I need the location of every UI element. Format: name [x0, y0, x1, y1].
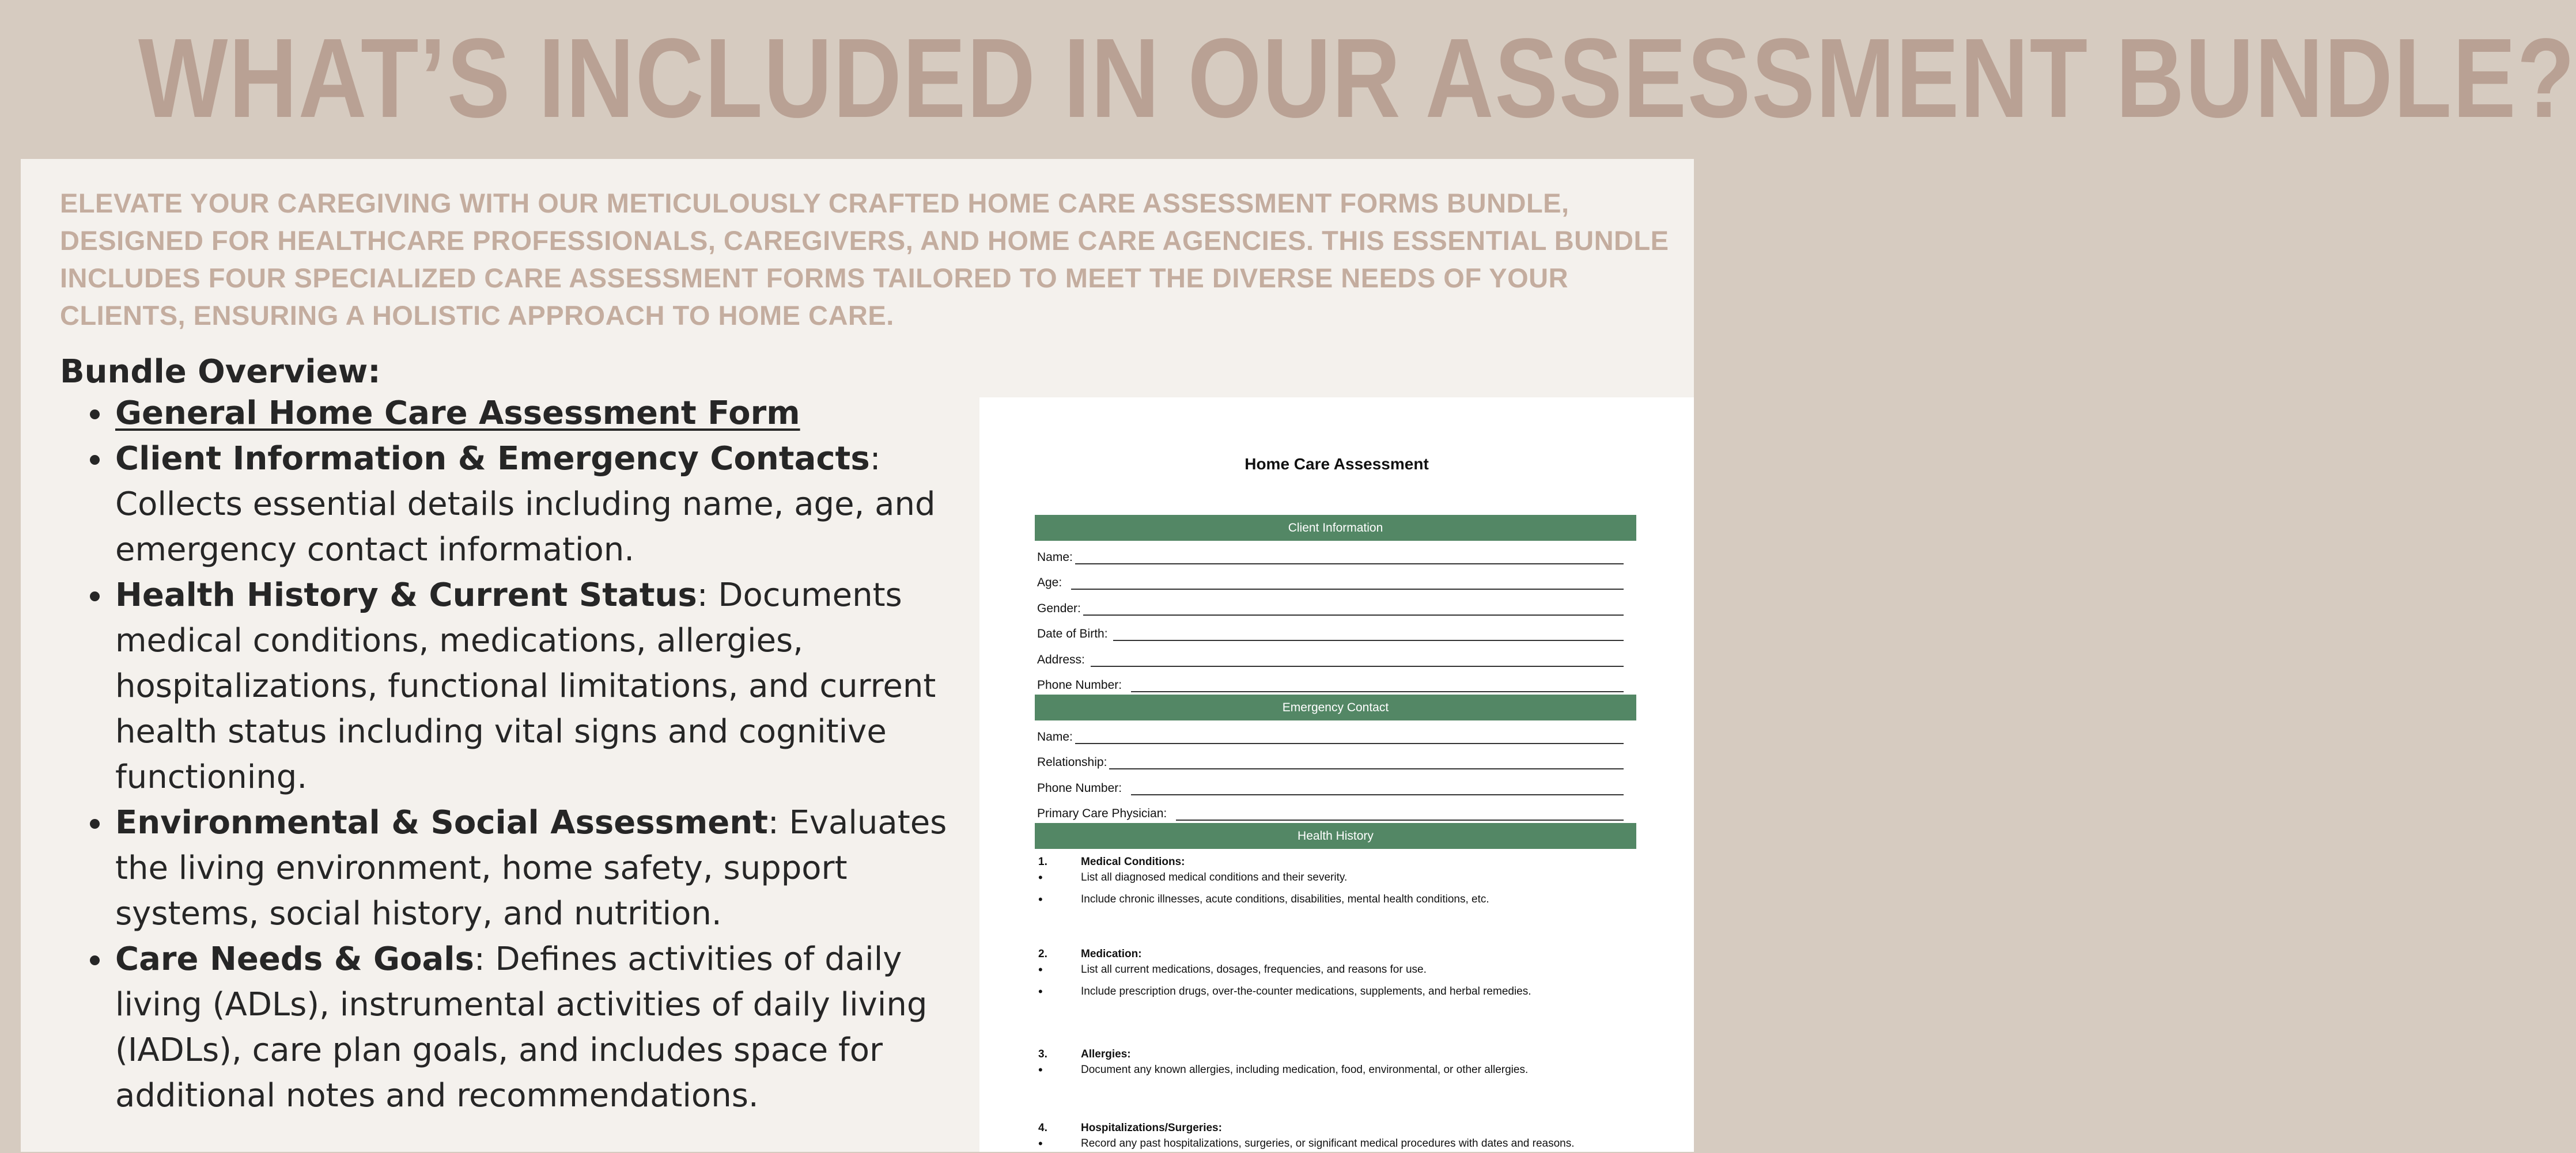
bullet-icon: •	[1038, 984, 1043, 999]
field-label: Primary Care Physician:	[1037, 807, 1174, 820]
history-bullet: Document any known allergies, including medication, food, environmental, or other allergies.	[1081, 1064, 1529, 1076]
client-age-field	[1035, 567, 1636, 593]
page-title: WHAT’S INCLUDED IN OUR ASSESSMENT BUNDLE?	[138, 15, 2576, 141]
field-label: Address:	[1037, 653, 1088, 666]
history-title: Medical Conditions:	[1081, 856, 1185, 868]
field-line	[1131, 782, 1624, 795]
bundle-list-item	[115, 572, 974, 800]
intro-text: ELEVATE YOUR CAREGIVING WITH OUR METICULOUSLY CRAFTED HOME CARE ASSESSMENT FORMS BUNDLE, DESIGNED FOR HEALTHCARE PROFESSIONALS, CAREGIVERS, AND HOME CARE AGENCIES. THIS ESSENTIAL BUNDLE INCLUDES FOUR SPECIALIZED CARE ASSESSMENT FORMS TAILORED TO MEET THE DIVERSE NEEDS OF YOUR CLIENTS, ENSURING A HOLISTIC APPROACH TO HOME CARE.	[60, 188, 1669, 331]
form-preview	[979, 397, 1694, 1152]
form-title: Home Care Assessment	[1245, 455, 1429, 473]
field-line	[1075, 730, 1624, 744]
bundle-list-item	[115, 436, 974, 572]
bundle-list-item	[115, 936, 974, 1118]
bundle-list-item	[115, 800, 974, 936]
history-bullet: Include prescription drugs, over-the-counter medications, supplements, and herbal remedies.	[1081, 985, 1531, 998]
history-item	[1035, 943, 1636, 1004]
field-line	[1176, 807, 1624, 821]
client-gender-field	[1035, 592, 1636, 618]
emergency-phone-field	[1035, 772, 1636, 798]
client-dob-field	[1035, 618, 1636, 644]
item-desc: : Defines activities of daily living (ADLs), instrumental activities of daily living (IADLs), care plan goals, and includes space for additional notes and recommendations.	[115, 940, 928, 1114]
field-line	[1071, 576, 1624, 590]
field-line	[1113, 627, 1624, 641]
field-label: Relationship:	[1037, 756, 1107, 769]
item-title: Care Needs & Goals	[115, 940, 474, 978]
history-title: Hospitalizations/Surgeries:	[1081, 1122, 1222, 1134]
field-label: Name:	[1037, 730, 1073, 744]
history-item	[1035, 1117, 1636, 1153]
field-line	[1131, 678, 1624, 692]
item-title: Health History & Current Status	[115, 576, 697, 614]
emergency-name-field	[1035, 720, 1636, 746]
history-bullet: Include chronic illnesses, acute conditions, disabilities, mental health conditions, etc.	[1081, 893, 1489, 905]
bullet-icon: •	[1038, 892, 1043, 907]
field-label: Date of Birth:	[1037, 627, 1111, 640]
field-line	[1091, 653, 1624, 667]
bullet-icon: •	[1038, 1063, 1043, 1077]
bundle-list-item	[115, 390, 974, 436]
history-number: 1.	[1038, 856, 1047, 868]
field-label: Name:	[1037, 550, 1073, 564]
client-phone-field	[1035, 669, 1636, 695]
general-form-link[interactable]: General Home Care Assessment Form	[115, 395, 800, 432]
bullet-icon: •	[1038, 870, 1043, 885]
field-label: Gender:	[1037, 601, 1081, 615]
history-item	[1035, 851, 1636, 912]
bundle-list	[115, 390, 974, 1118]
bullet-icon: •	[1038, 1136, 1043, 1151]
history-item	[1035, 1044, 1636, 1079]
history-bullet: Record any past hospitalizations, surgeries, or significant medical procedures with dates and reasons.	[1081, 1137, 1575, 1150]
history-number: 3.	[1038, 1048, 1047, 1060]
history-number: 4.	[1038, 1122, 1047, 1134]
bullet-icon: •	[1038, 962, 1043, 977]
emergency-relationship-field	[1035, 746, 1636, 772]
field-label: Age:	[1037, 576, 1069, 589]
field-label: Phone Number:	[1037, 678, 1129, 692]
item-desc: : Documents medical conditions, medications, allergies, hospitalizations, functional limitations, and current health status including vital signs and cognitive functioning.	[115, 576, 936, 796]
history-bullet: List all current medications, dosages, frequencies, and reasons for use.	[1081, 964, 1427, 976]
item-desc: : Collects essential details including name, age, and emergency contact information.	[115, 440, 936, 568]
item-title: Client Information & Emergency Contacts	[115, 440, 870, 477]
item-title: Environmental & Social Assessment	[115, 804, 768, 841]
emergency-contact-bar: Emergency Contact	[1035, 695, 1636, 720]
client-information-bar: Client Information	[1035, 515, 1636, 541]
client-address-field	[1035, 643, 1636, 669]
field-label: Phone Number:	[1037, 781, 1129, 795]
item-desc: : Evaluates the living environment, home safety, support systems, social history, and nutrition.	[115, 804, 947, 932]
history-title: Medication:	[1081, 948, 1142, 960]
history-number: 2.	[1038, 948, 1047, 960]
form-body	[1035, 515, 1636, 1153]
field-line	[1075, 551, 1624, 564]
history-bullet: List all diagnosed medical conditions and their severity.	[1081, 871, 1348, 883]
health-history-bar: Health History	[1035, 823, 1636, 849]
field-line	[1083, 602, 1624, 616]
field-line	[1109, 756, 1624, 769]
physician-field	[1035, 798, 1636, 824]
history-title: Allergies:	[1081, 1048, 1131, 1060]
bundle-overview-heading: Bundle Overview:	[60, 353, 381, 390]
client-name-field	[1035, 541, 1636, 567]
